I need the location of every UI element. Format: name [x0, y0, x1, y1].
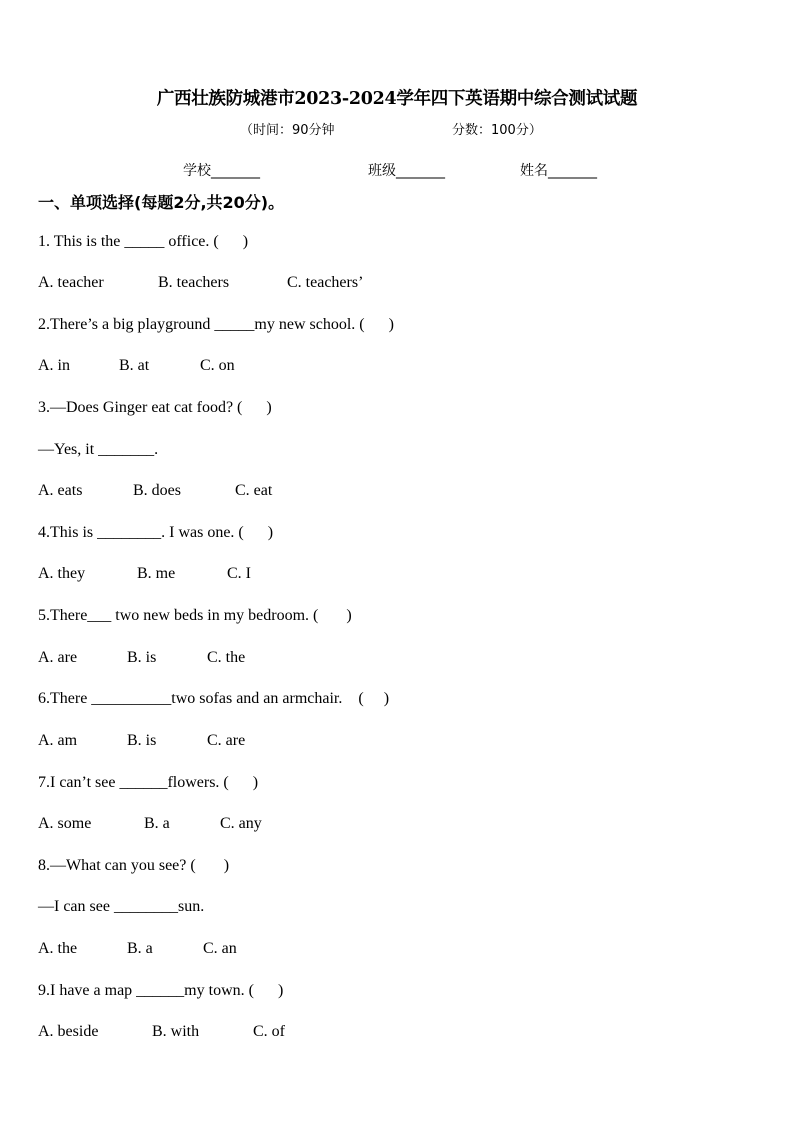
school-field: 学校_______ [183, 163, 260, 179]
question-1-option-b: B. teachers [158, 274, 230, 291]
name-field: 姓名_______ [520, 163, 597, 179]
question-7-option-b: B. a [144, 815, 170, 832]
question-5-text: 5.There___ two new beds in my bedroom. ( ) [38, 607, 352, 624]
question-2-text: 2.There’s a big playground _____my new school. ( ) [38, 316, 394, 333]
question-4-option-a: A. they [38, 565, 86, 582]
question-3-option-b: B. does [133, 482, 181, 499]
question-2-option-c: C. on [200, 357, 235, 374]
page-title: 广西壮族防城港市2023-2024学年四下英语期中综合测试试题 [156, 89, 638, 109]
question-1-option-a: A. teacher [38, 274, 104, 291]
question-9-text: 9.I have a map ______my town. ( ) [38, 982, 284, 999]
question-5-option-b: B. is [127, 649, 157, 666]
question-5-option-a: A. are [38, 649, 78, 666]
question-8-text: 8.—What can you see? ( ) [38, 857, 230, 874]
question-5-option-c: C. the [207, 649, 246, 666]
question-9-option-a: A. beside [38, 1023, 99, 1040]
question-7-text: 7.I can’t see ______flowers. ( ) [38, 774, 259, 791]
question-6-text: 6.There __________two sofas and an armchair. ( ) [38, 690, 390, 707]
question-9-option-c: C. of [253, 1023, 285, 1040]
class-field: 班级_______ [368, 163, 445, 179]
question-2-option-b: B. at [119, 357, 150, 374]
question-6-option-b: B. is [127, 732, 157, 749]
section-heading: 一、单项选择(每题2分,共20分)。 [38, 193, 285, 212]
question-8-option-c: C. an [203, 940, 237, 957]
question-8-answer-line: —I can see ________sun. [38, 898, 205, 915]
question-4-option-c: C. I [227, 565, 251, 582]
question-6-option-c: C. are [207, 732, 246, 749]
question-8-option-b: B. a [127, 940, 153, 957]
question-7-option-c: C. any [220, 815, 262, 832]
question-3-option-c: C. eat [235, 482, 273, 499]
question-2-option-a: A. in [38, 357, 70, 374]
question-4-option-b: B. me [137, 565, 176, 582]
question-9-option-b: B. with [152, 1023, 200, 1040]
question-3-option-a: A. eats [38, 482, 83, 499]
exam-score: 分数：100分） [452, 123, 542, 138]
question-7-option-a: A. some [38, 815, 92, 832]
question-6-option-a: A. am [38, 732, 78, 749]
question-3-text: 3.—Does Ginger eat cat food? ( ) [38, 399, 272, 416]
question-4-text: 4.This is ________. I was one. ( ) [38, 524, 274, 541]
question-3-answer-line: —Yes, it _______. [38, 441, 159, 458]
exam-time: （时间：90分钟 [240, 123, 335, 138]
question-8-option-a: A. the [38, 940, 78, 957]
question-1-text: 1. This is the _____ office. ( ) [38, 233, 249, 250]
question-1-option-c: C. teachers’ [287, 274, 364, 291]
